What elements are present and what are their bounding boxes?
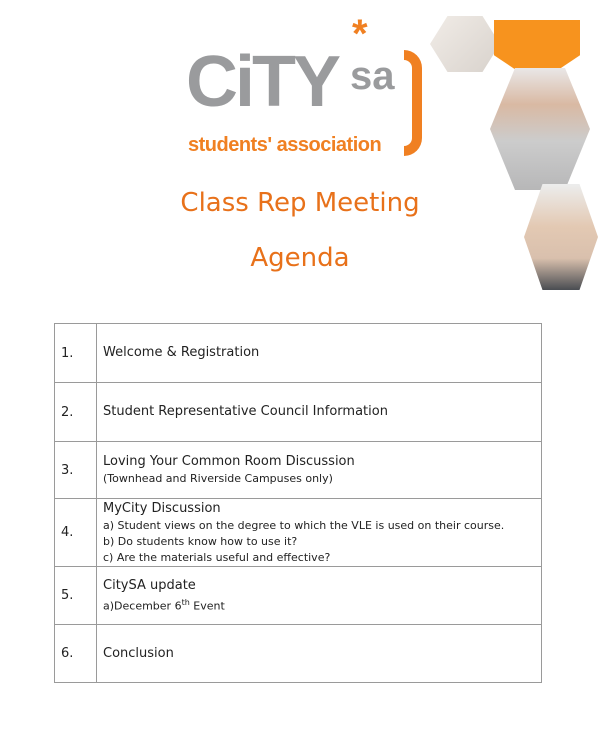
document-title: Class Rep Meeting (180, 188, 420, 218)
detail-text: Event (189, 599, 225, 613)
item-cell (97, 499, 542, 567)
item-title: Welcome & Registration (103, 345, 260, 360)
item-title: Student Representative Council Information (103, 404, 388, 419)
photo-hex-man-top (430, 16, 500, 72)
item-number: 3. (55, 442, 97, 499)
table-row (55, 324, 542, 383)
agenda-table (54, 323, 542, 683)
table-row (55, 499, 542, 567)
item-number: 1. (55, 324, 97, 383)
item-title: CitySA update (103, 577, 196, 593)
item-title: Conclusion (103, 645, 174, 661)
item-detail: a) Student views on the degree to which the VLE is used on their course. (103, 518, 505, 532)
item-title: Loving Your Common Room Discussion (103, 454, 355, 469)
table-row (55, 625, 542, 683)
table-row (55, 383, 542, 442)
table-row (55, 567, 542, 625)
item-number: 6. (55, 625, 97, 683)
item-cell (97, 324, 542, 383)
item-detail: c) Are the materials useful and effective? (103, 550, 331, 564)
item-title: MyCity Discussion (103, 500, 221, 516)
logo-subtitle: students' association (188, 134, 382, 156)
photo-hex-woman (490, 68, 590, 190)
item-number: 5. (55, 567, 97, 625)
item-detail (103, 595, 535, 615)
logo-sa-text: sa (350, 54, 395, 98)
logo-bracket (404, 50, 422, 156)
item-cell (97, 625, 542, 683)
item-detail: b) Do students know how to use it? (103, 534, 298, 548)
table-row (55, 442, 542, 499)
item-cell (97, 567, 542, 625)
document-subtitle: Agenda (250, 243, 350, 273)
item-cell (97, 383, 542, 442)
citysa-logo (186, 12, 426, 161)
detail-text: a)December 6 (103, 599, 182, 613)
item-detail: (Townhead and Riverside Campuses only) (103, 472, 333, 485)
item-number: 4. (55, 499, 97, 567)
logo-star: * (352, 12, 368, 56)
item-number: 2. (55, 383, 97, 442)
logo-city-text: CiTY (186, 42, 339, 122)
item-cell (97, 442, 542, 499)
ordinal-suffix: th (181, 597, 190, 607)
